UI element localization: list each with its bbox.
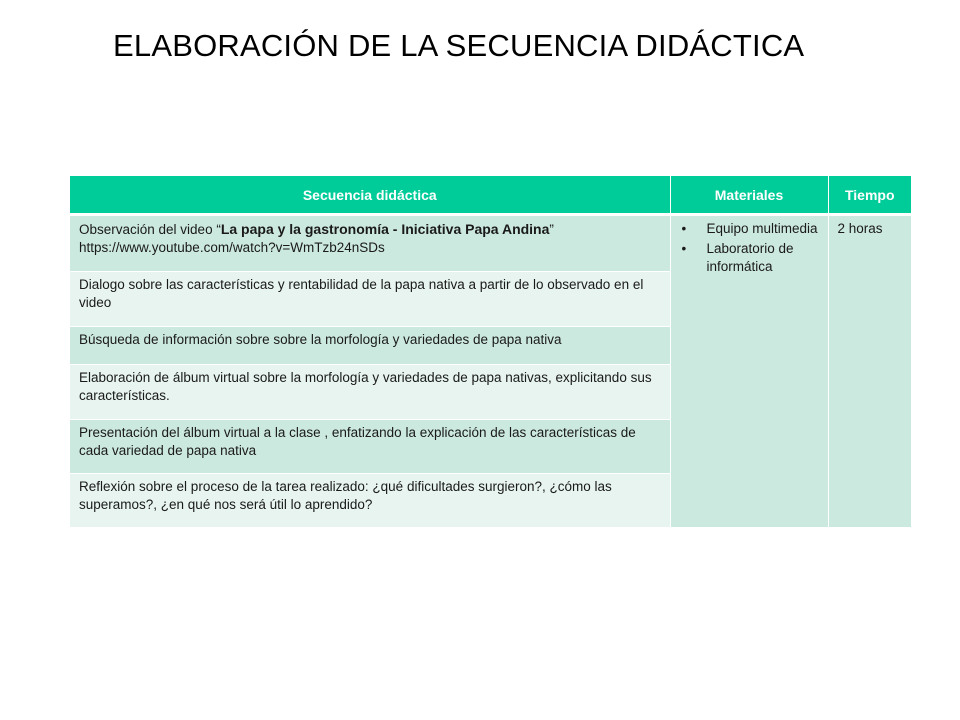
list-item (680, 220, 821, 238)
activity-cell: Elaboración de álbum virtual sobre la morfología y variedades de papa nativas, explicitando sus características. (70, 365, 670, 420)
table-header-row (70, 176, 911, 215)
materiales-cell (670, 215, 828, 528)
activity-cell: Dialogo sobre las características y rentabilidad de la papa nativa a partir de lo observado en el video (70, 272, 670, 327)
table-row (70, 215, 911, 272)
list-item (680, 240, 821, 276)
materiales-list (680, 220, 821, 276)
video-title: La papa y la gastronomía - Iniciativa Papa Andina (220, 221, 550, 237)
activity-cell: Reflexión sobre el proceso de la tarea realizado: ¿qué dificultades surgieron?, ¿cómo las superamos?, ¿en qué nos será útil lo aprendido? (70, 474, 670, 528)
bullet-icon: • (681, 221, 687, 236)
tiempo-cell: 2 horas (828, 215, 911, 528)
header-tiempo: Tiempo (828, 176, 911, 215)
header-secuencia: Secuencia didáctica (70, 176, 670, 215)
header-materiales: Materiales (670, 176, 828, 215)
activity-cell (70, 215, 670, 272)
material-label: Laboratorio de informática (706, 241, 794, 274)
bullet-icon: • (681, 241, 687, 256)
sequence-table (70, 176, 912, 528)
activity-cell: Presentación del álbum virtual a la clase , enfatizando la explicación de las características de cada variedad de papa nativa (70, 420, 670, 474)
activity-cell: Búsqueda de información sobre sobre la morfología y variedades de papa nativa (70, 327, 670, 365)
slide-title: ELABORACIÓN DE LA SECUENCIA DIDÁCTICA (113, 28, 805, 63)
activity-suffix: ” https://www.youtube.com/watch?v=WmTzb24nSDs (79, 222, 554, 255)
material-label: Equipo multimedia (706, 221, 818, 236)
activity-prefix: Observación del video “ (79, 222, 221, 237)
